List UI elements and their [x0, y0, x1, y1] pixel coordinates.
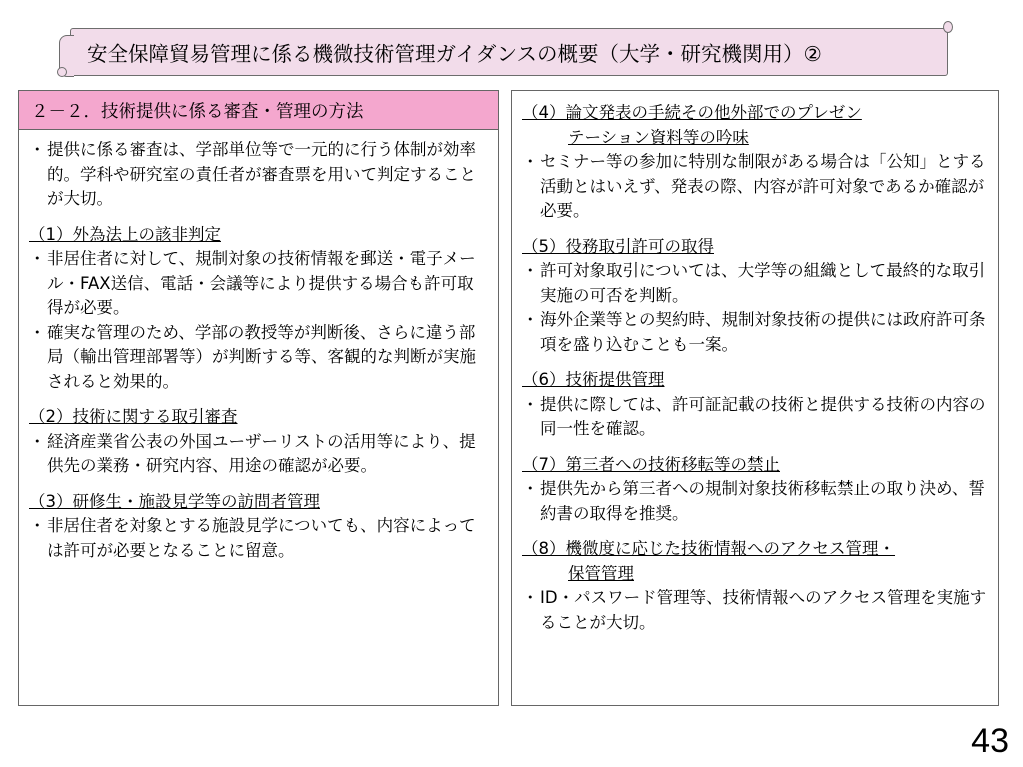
- bullet-mark: ・: [29, 249, 46, 268]
- scroll-curl-dot: [57, 67, 67, 77]
- section-heading-line2: テーション資料等の吟味: [568, 127, 749, 147]
- section-heading-line1: （8）機微度に応じた技術情報へのアクセス管理・: [522, 539, 896, 558]
- list-item: [522, 259, 988, 308]
- intro-text: 提供に係る審査は、学部単位等で一元的に行う体制が効率的。学科や研究室の責任者が審査票を用いて判定することが大切。: [47, 140, 476, 208]
- list-item: [522, 586, 988, 635]
- bullet-mark: ・: [522, 310, 539, 329]
- scroll-curl-right: [943, 21, 953, 33]
- list-item: [29, 430, 488, 479]
- list-item-text: 非居住者を対象とする施設見学についても、内容によっては許可が必要となることに留意。: [47, 516, 476, 560]
- list-item-text: 提供先から第三者への規制対象技術移転禁止の取り決め、誓約書の取得を推奨。: [540, 479, 985, 523]
- bullet-mark: ・: [522, 261, 539, 280]
- section-heading-line1: （4）論文発表の手続その他外部でのプレゼン: [522, 103, 862, 122]
- page-title: 安全保障貿易管理に係る機微技術管理ガイダンスの概要（大学・研究機関用）②: [87, 42, 822, 66]
- section-heading: （2）技術に関する取引審査: [29, 407, 238, 426]
- section-heading: （7）第三者への技術移転等の禁止: [522, 454, 780, 474]
- section-heading: [522, 537, 988, 586]
- list-item: [522, 393, 988, 442]
- section-heading: （5）役務取引許可の取得: [522, 236, 714, 256]
- bullet-mark: ・: [522, 152, 539, 171]
- bullet-mark: ・: [29, 431, 46, 451]
- list-item-text: 提供に際しては、許可証記載の技術と提供する技術の内容の同一性を確認。: [540, 394, 986, 438]
- list-item: [522, 308, 988, 357]
- title-banner: [70, 28, 948, 76]
- left-panel-body: [19, 130, 498, 563]
- bullet-mark: ・: [522, 479, 539, 498]
- bullet-mark: ・: [522, 588, 539, 607]
- section-heading: （6）技術提供管理: [522, 370, 665, 389]
- list-item-text: 海外企業等との契約時、規制対象技術の提供には政府許可条項を盛り込むことも一案。: [540, 310, 986, 354]
- list-item: [522, 477, 988, 526]
- section-heading: （1）外為法上の該非判定: [29, 224, 221, 244]
- left-panel: [18, 90, 499, 706]
- bullet-mark: ・: [29, 516, 46, 535]
- bullet-mark: ・: [522, 394, 539, 414]
- bullet-mark: ・: [29, 322, 46, 342]
- list-item: [29, 247, 488, 321]
- section-heading: （3）研修生・施設見学等の訪問者管理: [29, 491, 320, 511]
- section-heading-line2: 保管管理: [568, 563, 634, 583]
- intro-item: [29, 138, 488, 212]
- page-number: 43: [971, 722, 1009, 760]
- list-item: [29, 514, 488, 563]
- list-item-text: ID・パスワード管理等、技術情報へのアクセス管理を実施することが大切。: [540, 588, 987, 632]
- list-item-text: 許可対象取引については、大学等の組織として最終的な取引実施の可否を判断。: [540, 261, 986, 305]
- list-item-text: 確実な管理のため、学部の教授等が判断後、さらに違う部局（輸出管理部署等）が判断する等、客観的な判断が実施されると効果的。: [47, 322, 476, 391]
- list-item-text: セミナー等の参加に特別な制限がある場合は「公知」とする活動とはいえず、発表の際、内容が許可対象であるか確認が必要。: [540, 152, 986, 220]
- list-item: [522, 150, 988, 224]
- bullet-mark: ・: [29, 140, 46, 159]
- right-panel: [511, 90, 999, 706]
- right-panel-body: [512, 91, 998, 635]
- list-item-text: 経済産業省公表の外国ユーザーリストの活用等により、提供先の業務・研究内容、用途の確認が必要。: [47, 431, 476, 475]
- left-panel-header: ２－２．技術提供に係る審査・管理の方法: [19, 91, 498, 130]
- section-heading: [522, 101, 988, 150]
- list-item: [29, 321, 488, 395]
- list-item-text: 非居住者に対して、規制対象の技術情報を郵送・電子メール・FAX送信、電話・会議等により提供する場合も許可取得が必要。: [47, 249, 476, 317]
